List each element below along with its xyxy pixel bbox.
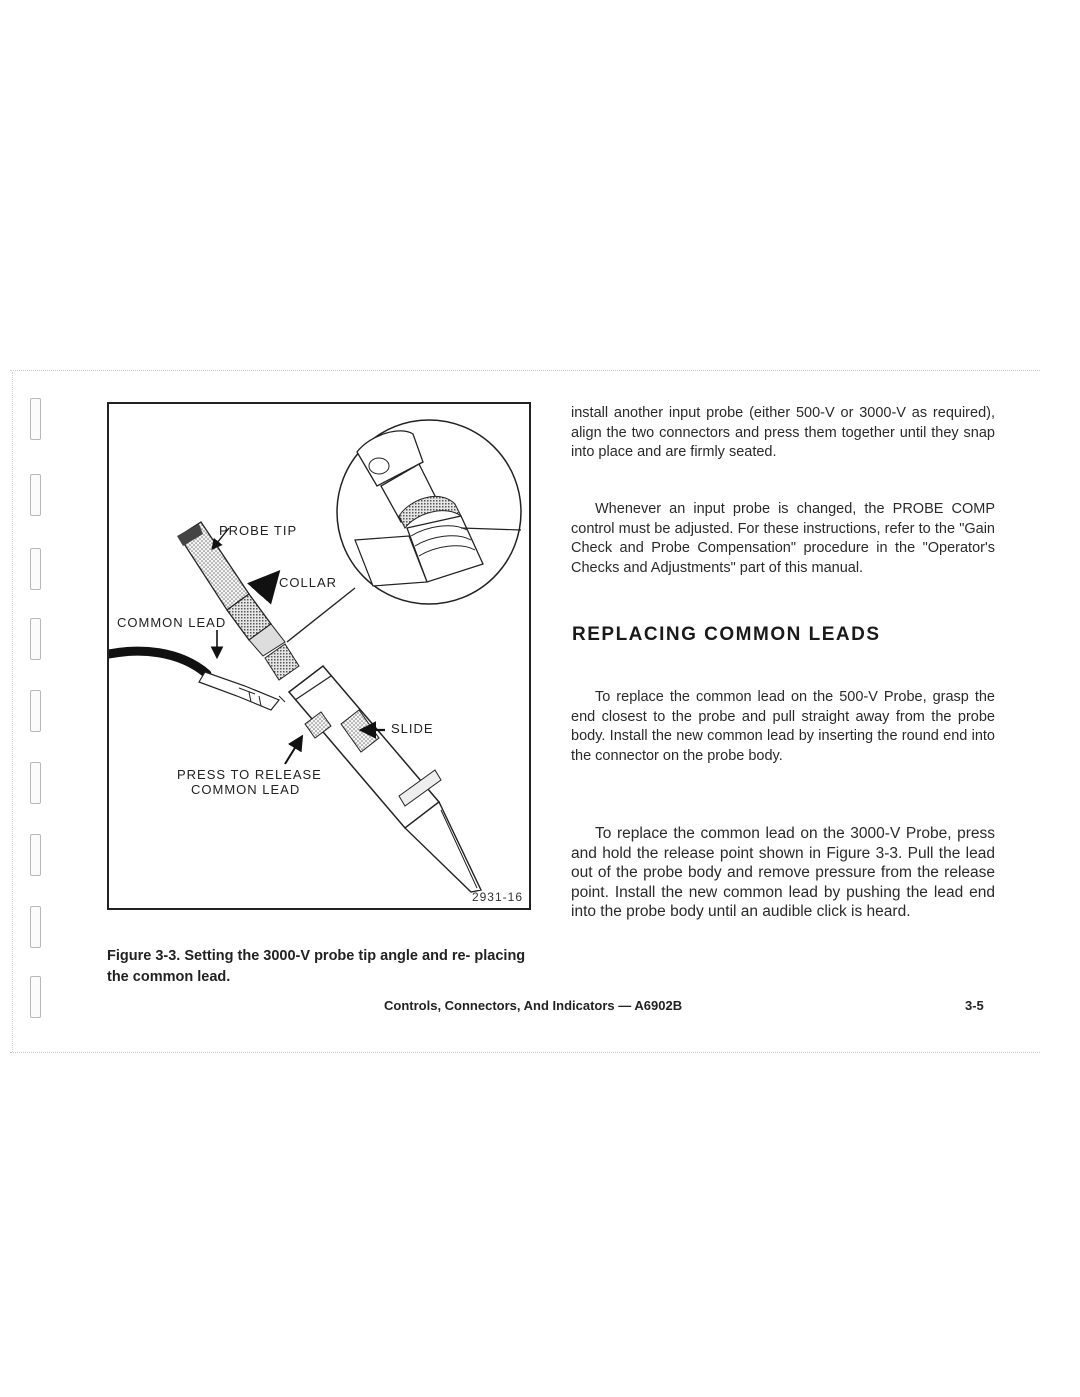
label-collar: COLLAR bbox=[279, 575, 338, 590]
detail-magnifier bbox=[337, 420, 521, 604]
footer-title: Controls, Connectors, And Indicators — A6902B bbox=[384, 998, 683, 1013]
page-number: 3-5 bbox=[965, 998, 984, 1013]
binder-hole bbox=[30, 398, 41, 440]
label-press-to-release-common-lead: COMMON LEAD bbox=[191, 782, 301, 797]
section-heading: REPLACING COMMON LEADS bbox=[572, 624, 881, 645]
paragraph-3000v: To replace the common lead on the 3000-V Probe, press and hold the release point shown in Figure 3-3. Pull the lead out of the probe body and remove pressure from the release point. Install the new common lead by pushing the lead end into the probe body until an audible click is heard. bbox=[571, 825, 995, 920]
detail-pointer bbox=[287, 588, 355, 642]
label-slide: SLIDE bbox=[391, 721, 434, 736]
common-lead bbox=[109, 651, 285, 710]
release-arrow bbox=[285, 738, 301, 764]
binder-hole bbox=[30, 474, 41, 516]
figure-number: 2931-16 bbox=[471, 890, 523, 904]
page-edge-left bbox=[12, 372, 13, 1052]
paragraph-probe-comp: Whenever an input probe is changed, the PROBE COMP control must be adjusted. For these instructions, refer to the "Gain Check and Probe Compensation" procedure in the "Operator's Checks and Adjustments" part of this manual. bbox=[571, 501, 995, 576]
label-press-to-release: PRESS TO RELEASE bbox=[177, 767, 322, 782]
binder-hole bbox=[30, 906, 41, 948]
binder-hole bbox=[30, 690, 41, 732]
probe-illustration bbox=[109, 404, 531, 910]
page-edge-top bbox=[10, 370, 1040, 371]
binder-hole bbox=[30, 976, 41, 1018]
binder-hole bbox=[30, 762, 41, 804]
page-edge-bottom bbox=[10, 1052, 1040, 1053]
binder-hole bbox=[30, 618, 41, 660]
label-probe-tip: PROBE TIP bbox=[219, 523, 298, 538]
binder-hole bbox=[30, 834, 41, 876]
figure-caption: Figure 3-3. Setting the 3000-V probe tip angle and re- placing the common lead. bbox=[107, 948, 526, 986]
collar bbox=[227, 594, 299, 680]
binder-hole bbox=[30, 548, 41, 590]
label-common-lead: COMMON LEAD bbox=[117, 615, 227, 630]
figure-3-3 bbox=[107, 402, 531, 910]
collar-arrow bbox=[259, 576, 275, 594]
paragraph-500v: To replace the common lead on the 500-V Probe, grasp the end closest to the probe and pull straight away from the probe body. Install the new common lead by inserting the round end into the connector on the probe body. bbox=[571, 689, 995, 764]
paragraph-install: install another input probe (either 500-V or 3000-V as required), align the two connectors and press them together until they snap into place and are firmly seated. bbox=[571, 405, 995, 460]
